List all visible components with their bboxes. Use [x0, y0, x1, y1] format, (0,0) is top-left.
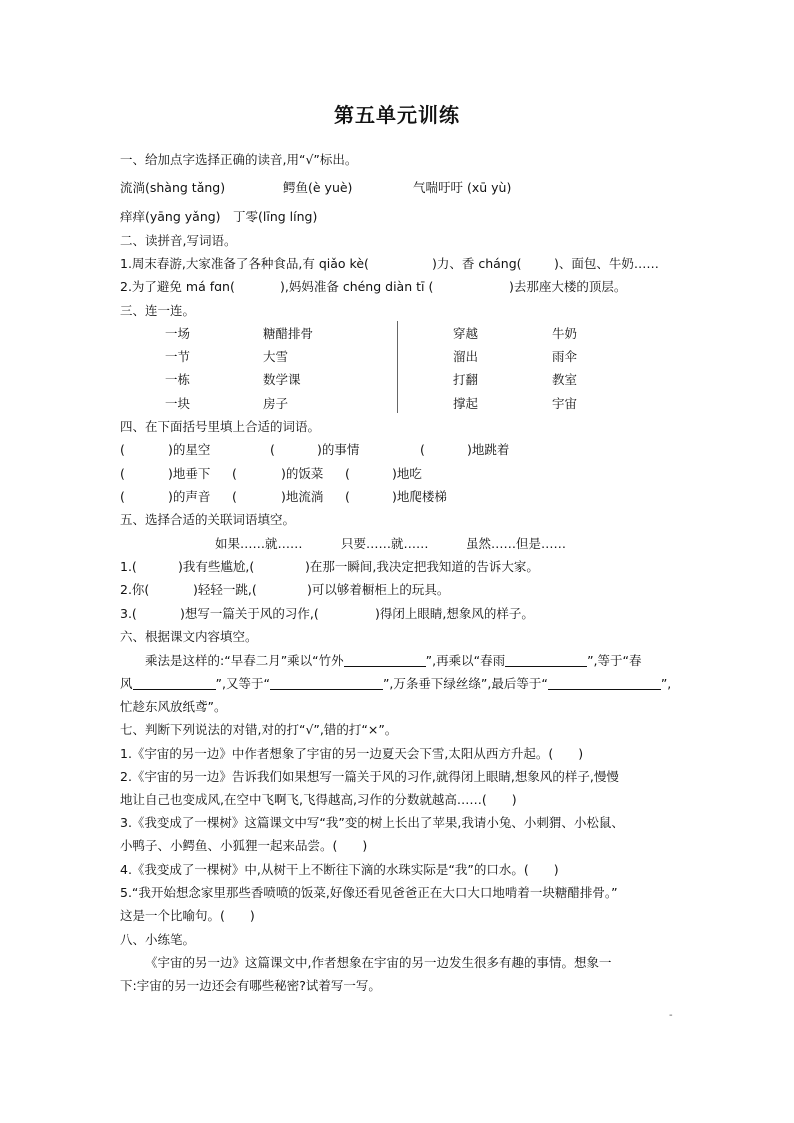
s5-line3-c: )得闭上眼睛,想象风的样子。 [375, 606, 534, 621]
match-right2-4: 宇宙 [552, 396, 578, 411]
match-left2-1: 糖醋排骨 [263, 326, 314, 341]
section-1-heading: 一、给加点字选择正确的读音,用“√”标出。 [120, 152, 358, 167]
s4-open-paren: ( [270, 442, 275, 457]
section-7-heading: 七、判断下列说法的对错,对的打“√”,错的打“×”。 [120, 722, 398, 737]
match-right2-3: 教室 [552, 372, 578, 387]
answer-blank[interactable] [505, 653, 587, 667]
answer-blank[interactable] [344, 653, 426, 667]
s5-line2-c: )可以够着橱柜上的玩具。 [307, 582, 450, 597]
s5-line2-b: )轻轻一跳,( [193, 582, 257, 597]
match-left-2: 一节 [165, 349, 191, 364]
page-mark: - [669, 1010, 673, 1021]
s6-paragraph-line-2 [120, 676, 671, 691]
section-6-heading: 六、根据课文内容填空。 [120, 629, 258, 644]
match-left-3: 一栋 [165, 372, 191, 387]
s5-line2-a: 2.你( [120, 582, 150, 597]
match-right-4: 撑起 [453, 396, 479, 411]
s6-text: ”,等于“春 [587, 653, 642, 668]
section-5-heading: 五、选择合适的关联词语填空。 [120, 512, 296, 527]
s4-open-paren: ( [345, 489, 350, 504]
s4-item-8: )地流淌 [281, 489, 324, 504]
match-left2-4: 房子 [263, 396, 289, 411]
s6-text: ”, [660, 676, 672, 691]
s4-item-6: )地吃 [392, 466, 422, 481]
s4-open-paren: ( [120, 466, 125, 481]
judge-item-2-line-2: 地让自己也变成风,在空中飞啊飞,飞得越高,习作的分数就越高……( ) [120, 792, 517, 807]
match-left-1: 一场 [165, 326, 191, 341]
answer-blank[interactable] [548, 676, 661, 690]
s6-paragraph-line-1 [145, 653, 642, 668]
s2-line2-a: 2.为了避免 má fɑn( [120, 279, 235, 294]
match-right2-1: 牛奶 [552, 326, 578, 341]
s5-line3-a: 3.( [120, 606, 137, 621]
column-divider [397, 321, 398, 413]
s4-open-paren: ( [120, 442, 125, 457]
match-left-4: 一块 [165, 396, 191, 411]
pinyin-item-1: 流淌(shàng tǎng) [120, 180, 226, 195]
s4-item-9: )地爬楼梯 [392, 489, 447, 504]
judge-item-3-line-1: 3.《我变成了一棵树》这篇课文中写“我”变的树上长出了苹果,我请小兔、小刺猬、小松鼠、 [120, 815, 624, 830]
match-left2-3: 数学课 [263, 372, 301, 387]
section-2-heading: 二、读拼音,写词语。 [120, 233, 237, 248]
pinyin-item-5: 丁零(līng líng) [233, 209, 318, 224]
s2-line2-b: ),妈妈准备 chéng diàn tī ( [280, 279, 434, 294]
s6-text: ”,万条垂下绿丝绦”,最后等于“ [382, 676, 548, 691]
s6-text: ”,又等于“ [215, 676, 270, 691]
judge-item-4: 4.《我变成了一棵树》中,从树干上不断往下滴的水珠实际是“我”的口水。( ) [120, 862, 559, 877]
answer-blank[interactable] [270, 676, 383, 690]
pinyin-item-2: 鳄鱼(è yuè) [283, 180, 353, 195]
s4-open-paren: ( [120, 489, 125, 504]
conjunction-option-1: 如果……就…… [215, 536, 303, 551]
s6-text: ”,再乘以“春雨 [425, 653, 506, 668]
s6-paragraph-line-3: 忙趁东风放纸鸢”。 [120, 699, 227, 714]
section-3-heading: 三、连一连。 [120, 303, 196, 318]
section-8-heading: 八、小练笔。 [120, 932, 196, 947]
match-right-3: 打翻 [453, 372, 479, 387]
s5-line1-b: )我有些尴尬,( [178, 559, 255, 574]
section-4-heading: 四、在下面括号里填上合适的词语。 [120, 419, 321, 434]
judge-item-2-line-1: 2.《宇宙的另一边》告诉我们如果想写一篇关于风的习作,就得闭上眼睛,想象风的样子,慢慢 [120, 769, 619, 784]
s2-line1-a: 1.周末春游,大家准备了各种食品,有 qiǎo kè( [120, 256, 369, 271]
s4-item-7: )的声音 [168, 489, 211, 504]
match-right-1: 穿越 [453, 326, 479, 341]
s2-line2-c: )去那座大楼的顶层。 [509, 279, 627, 294]
s8-prompt-line-1: 《宇宙的另一边》这篇课文中,作者想象在宇宙的另一边发生很多有趣的事情。想象一 [145, 955, 612, 970]
s4-item-1: )的星空 [168, 442, 211, 457]
s6-text: 乘法是这样的:“早春二月”乘以“竹外 [145, 653, 344, 668]
match-left2-2: 大雪 [263, 349, 289, 364]
judge-item-5-line-1: 5.“我开始想念家里那些香喷喷的饭菜,好像还看见爸爸正在大口大口地啃着一块糖醋排骨。” [120, 885, 618, 900]
s2-line1-b: )力、香 cháng( [432, 256, 522, 271]
s5-line1-c: )在那一瞬间,我决定把我知道的告诉大家。 [305, 559, 539, 574]
s5-line3-b: )想写一篇关于风的习作,( [180, 606, 319, 621]
match-right2-2: 雨伞 [552, 349, 578, 364]
pinyin-item-3: 气喘吁吁 (xū yù) [413, 180, 512, 195]
judge-item-3-line-2: 小鸭子、小鳄鱼、小狐狸一起来品尝。( ) [120, 838, 368, 853]
conjunction-option-3: 虽然……但是…… [466, 536, 567, 551]
s4-item-3: )地跳着 [467, 442, 510, 457]
page-title: 第五单元训练 [334, 103, 460, 127]
s2-line1-c: )、面包、牛奶…… [554, 256, 659, 271]
conjunction-option-2: 只要……就…… [341, 536, 429, 551]
match-right-2: 溜出 [453, 349, 479, 364]
s8-prompt-line-2: 下:宇宙的另一边还会有哪些秘密?试着写一写。 [120, 978, 381, 993]
answer-blank[interactable] [133, 676, 216, 690]
s4-item-5: )的饭菜 [281, 466, 324, 481]
s4-open-paren: ( [232, 489, 237, 504]
s4-item-4: )地垂下 [168, 466, 211, 481]
s4-open-paren: ( [420, 442, 425, 457]
s5-line1-a: 1.( [120, 559, 137, 574]
s4-open-paren: ( [345, 466, 350, 481]
judge-item-1: 1.《宇宙的另一边》中作者想象了宇宙的另一边夏天会下雪,太阳从西方升起。( ) [120, 746, 584, 761]
pinyin-item-4: 痒痒(yāng yǎng) [120, 209, 221, 224]
s4-item-2: )的事情 [317, 442, 360, 457]
s4-open-paren: ( [232, 466, 237, 481]
s6-text: 风 [120, 676, 133, 691]
judge-item-5-line-2: 这是一个比喻句。( ) [120, 908, 255, 923]
